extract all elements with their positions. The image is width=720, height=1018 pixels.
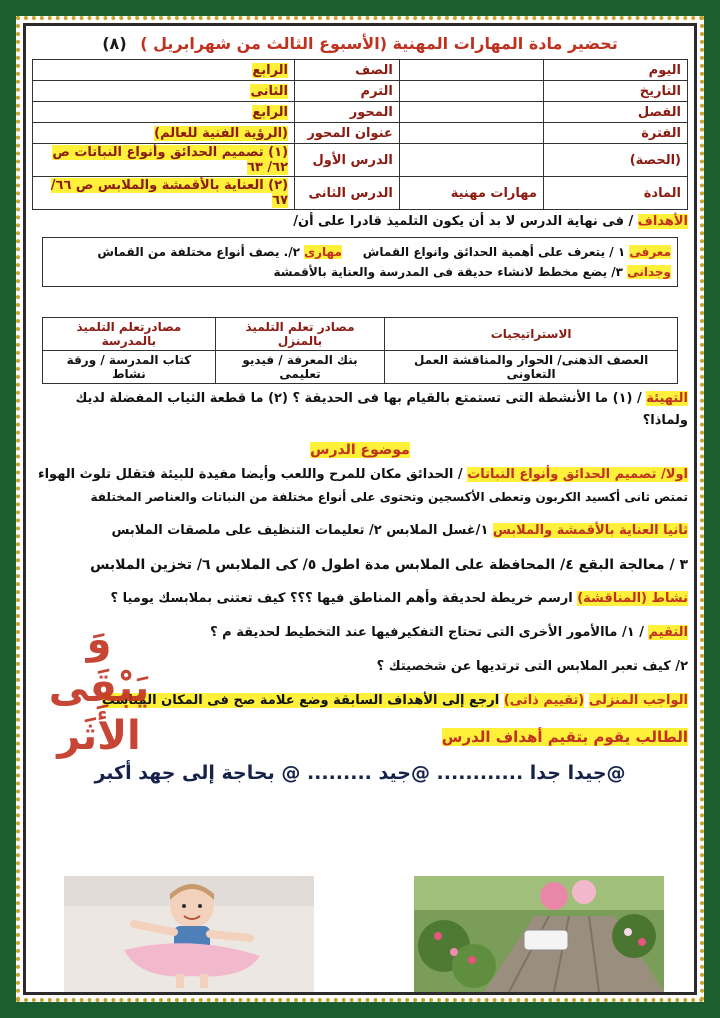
info-label-text: اليوم [648, 62, 681, 78]
second-topic-label: ثانيا العناية بالأقمشة والملابس [492, 523, 688, 538]
cognitive-text: ١ / يتعرف على أهمية الحدائق وانواع القماش [362, 245, 626, 259]
cognitive-label: معرفى [629, 245, 671, 259]
info-row [33, 177, 688, 210]
home-sources-header: مصادر تعلم التلميذ بالمنزل [215, 318, 384, 351]
info-label-text: الصف [355, 62, 393, 78]
homework-text: ارجع إلى الأهداف السابقة وضع علامة صح فى المكان المناسب [101, 693, 500, 708]
info-label-text: المادة [643, 185, 681, 201]
info-value-text: (٢) العناية بالأقمشة والملابس ص ٦٦/ ٦٧ [50, 178, 289, 208]
info-value-text: الثانى [250, 83, 289, 99]
garden-photo-image [414, 876, 664, 992]
info-label-text: (الحصة) [629, 152, 681, 168]
school-sources-cell: كتاب المدرسة / ورقة نشاط [43, 351, 216, 384]
evaluation-q2: ٢/ كيف تعبر الملابس التى ترتديها عن شخصيتك ؟ [376, 659, 688, 674]
first-topic [32, 464, 688, 486]
lesson-plan [32, 30, 688, 992]
info-value [399, 177, 543, 210]
info-label [543, 177, 687, 210]
info-value-text: الرابع [252, 104, 289, 120]
info-value [33, 102, 295, 123]
info-label [295, 177, 400, 210]
goals-heading [32, 214, 688, 229]
info-value-text: الرابع [252, 62, 289, 78]
activity-text: ارسم خريطة لحديقة وأهم المناطق فيها ؟؟؟ كيف تعتنى بملابسك يوميا ؟ [110, 591, 573, 606]
info-label [543, 60, 687, 81]
info-row [33, 144, 688, 177]
evaluation-q1: / ١/ ماالأمور الأخرى التى تحتاج التفكيرفيها عند التخطيط لحديقة م ؟ [210, 625, 644, 640]
second-topic-line-2 [32, 554, 688, 576]
school-sources-header: مصادرتعلم التلميذ بالمدرسة [43, 318, 216, 351]
affective-label: وجدانى [627, 265, 671, 279]
info-table [32, 59, 688, 210]
watermark-line-1: وَ يَبْقَى [48, 617, 150, 711]
info-label [543, 123, 687, 144]
second-topic-text-1: ١/غسل الملابس ٢/ تعليمات التنظيف على ملصقات الملابس [111, 523, 489, 538]
info-label-text: التاريخ [639, 83, 681, 99]
info-label [295, 102, 400, 123]
info-value [33, 81, 295, 102]
info-label-text: الدرس الثانى [308, 185, 393, 201]
second-topic [32, 520, 688, 542]
info-value-text: (١) تصميم الحدائق وأنواع النباتات ص ٦٢/ ٦٣ [52, 145, 289, 175]
homework-self-eval: (تقييم ذاتى) [503, 693, 585, 708]
girl-photo [64, 876, 314, 992]
watermark-line-2: الأَثَر [57, 713, 141, 759]
strategies-header: الاستراتيجيات [385, 318, 678, 351]
goals-box [42, 237, 678, 287]
info-value [399, 81, 543, 102]
activity [32, 588, 688, 610]
info-value [399, 123, 543, 144]
homework-label: الواجب المنزلى [588, 693, 688, 708]
info-row [33, 123, 688, 144]
info-value [33, 123, 295, 144]
info-value-text: (الرؤية الفنية للعالم) [154, 125, 289, 141]
info-label [295, 144, 400, 177]
girl-photo-image [64, 876, 314, 992]
info-label-text: الفصل [637, 104, 681, 120]
info-label-text: الترم [360, 83, 393, 99]
info-label [295, 81, 400, 102]
info-row [33, 102, 688, 123]
strategies-cell: العصف الذهنى/ الحوار والمناقشة العمل التعاونى [385, 351, 678, 384]
watermark [34, 616, 164, 760]
subject-title [32, 442, 688, 458]
first-topic-line-2 [32, 486, 688, 508]
strategies-table [42, 317, 678, 384]
page-title [32, 34, 688, 53]
goal-row-1 [49, 242, 671, 262]
second-topic-text-2: ٣ / معالجة البقع ٤/ المحافظة على الملابس مدة اطول ٥/ كى الملابس ٦/ تخزين الملابس [90, 557, 688, 573]
title-text: تحضير مادة المهارات المهنية (الأسبوع الثالث من شهرابريل ) [140, 34, 618, 53]
info-label-text: المحور [349, 104, 393, 120]
info-label [543, 102, 687, 123]
info-row [33, 60, 688, 81]
skill-label: مهارى [304, 245, 342, 259]
info-label [543, 144, 687, 177]
garden-photo [414, 876, 664, 992]
goals-intro: / فى نهاية الدرس لا بد أن يكون التلميذ قادرا على أن/ [293, 214, 634, 229]
info-label-text: الفترة [641, 125, 681, 141]
affective-text: ٣/ يضع مخطط لانشاء حديقة فى المدرسة والعناية بالأقمشة [273, 265, 623, 279]
warmup [32, 388, 688, 432]
info-label-text: عنوان المحور [307, 125, 393, 141]
info-label [543, 81, 687, 102]
info-value [399, 144, 543, 177]
info-label [295, 123, 400, 144]
title-number: (٨) [102, 34, 127, 53]
skill-text: ٢/. يصف أنواع مختلفة من القماش [97, 245, 300, 259]
info-row [33, 81, 688, 102]
photos [64, 876, 664, 992]
info-value [33, 144, 295, 177]
info-label-text: الدرس الأول [312, 152, 393, 168]
first-topic-text-2: تمتص ثانى أكسيد الكربون وتعطى الأكسجين وتحتوى على أنواع مختلفة من النباتات والعناصر المختلفة [90, 490, 688, 504]
subject-title-text: موضوع الدرس [310, 442, 410, 458]
info-value-text: مهارات مهنية [450, 185, 537, 201]
warmup-label: التهيئة [646, 391, 688, 406]
first-topic-text-1: / الحدائق مكان للمرح واللعب وأيضا مفيدة للبيئة فتقلل تلوث الهواء [37, 467, 463, 482]
evaluation-label: التقيم [648, 625, 688, 640]
home-sources-cell: بنك المعرفة / فيديو تعليمى [215, 351, 384, 384]
first-topic-label: اولا/ تصميم الحدائق وأنواع النباتات [467, 467, 688, 482]
activity-label: نشاط (المناقشة) [577, 591, 688, 606]
info-label [295, 60, 400, 81]
rating-scale: @جيدا جدا ............ @جيد ......... @ بحاجة إلى جهد أكبر [94, 762, 626, 784]
info-value [399, 102, 543, 123]
student-eval-text: الطالب يقوم بتقيم أهداف الدرس [441, 728, 688, 746]
info-value [33, 60, 295, 81]
info-value [399, 60, 543, 81]
info-value [33, 177, 295, 210]
goals-label: الأهداف [637, 214, 688, 229]
warmup-text: / (١) ما الأنشطة التى تستمتع بالقيام بها فى الحديقة ؟ (٢) ما قطعة الثياب المفضلة لديك ولماذا؟ [75, 391, 688, 428]
goal-row-2 [49, 262, 671, 282]
